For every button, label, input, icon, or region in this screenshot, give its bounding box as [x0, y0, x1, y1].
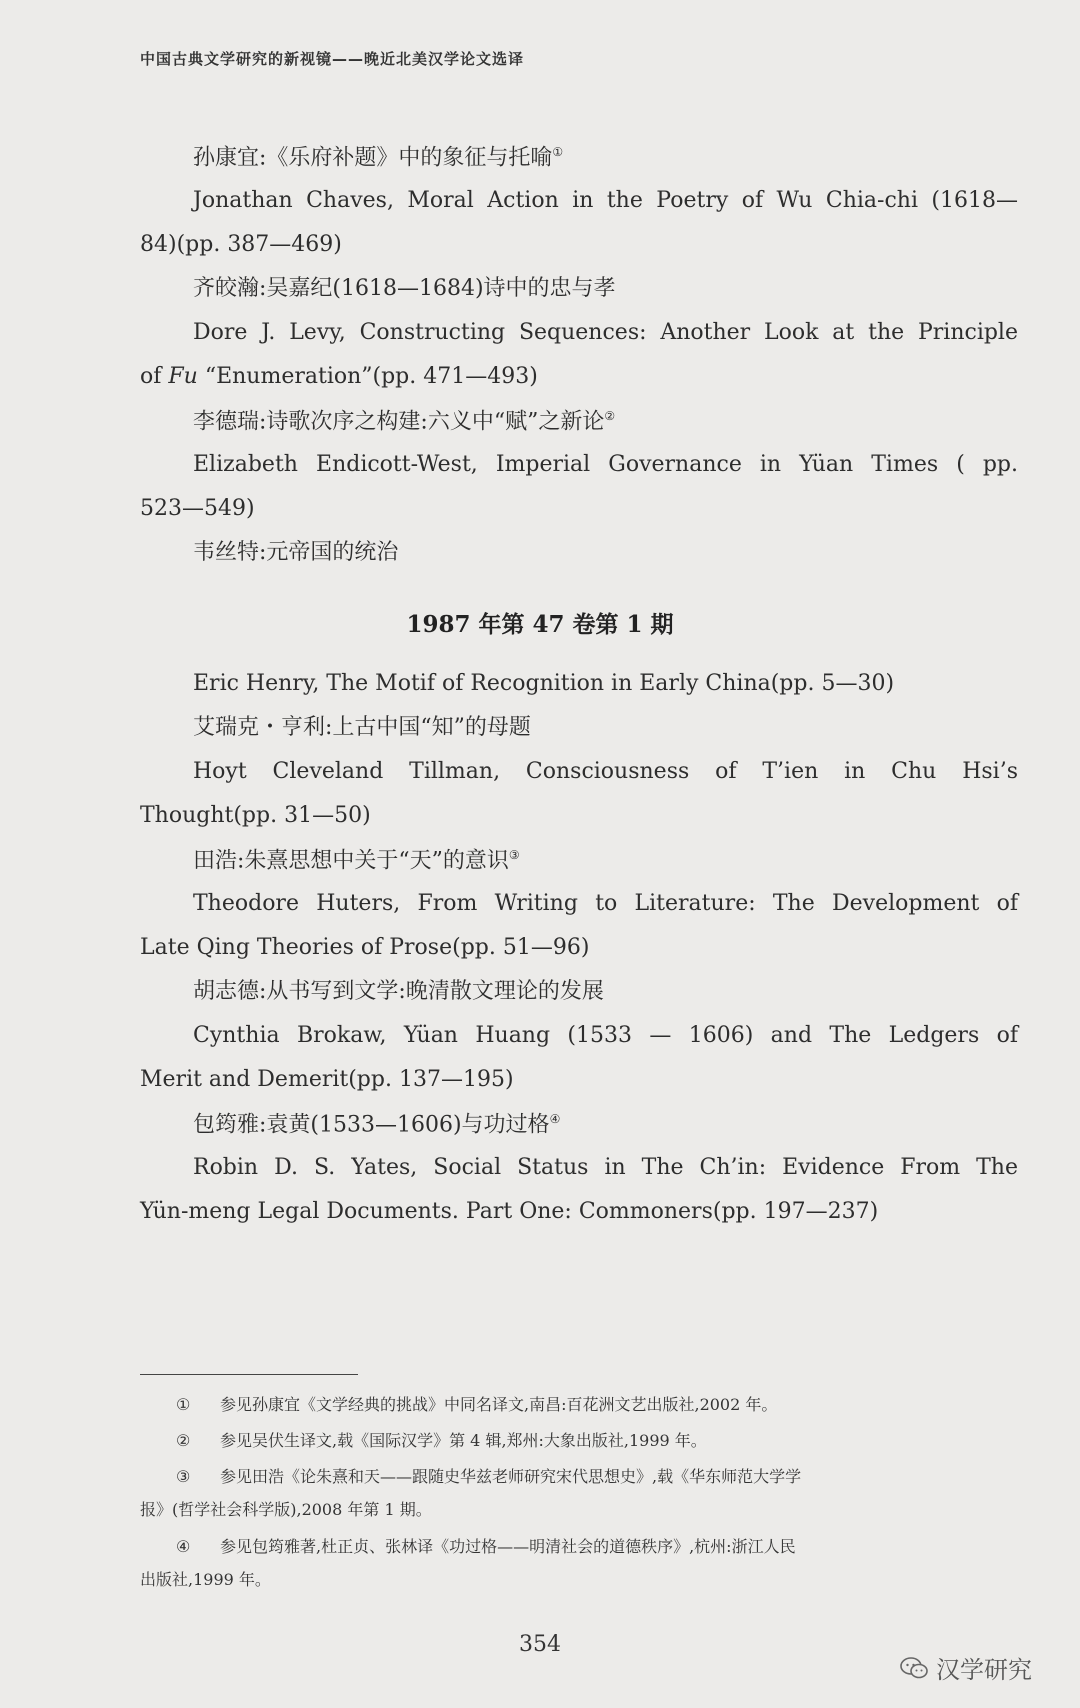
entry-english-title: Robin D. S. Yates, Social Status in The Ch’in: Evidence From The: [193, 1155, 1018, 1180]
running-head: 中国古典文学研究的新视镜——晚近北美汉学论文选译: [140, 50, 525, 68]
entry-english-title: Hoyt Cleveland Tillman, Consciousness of T’ien in Chu Hsi’s: [193, 759, 1018, 784]
footnote: ① 参见孙康宜《文学经典的挑战》中同名译文,南昌:百花洲文艺出版社,2002 年。: [176, 1395, 778, 1414]
entry-english-title: Dore J. Levy, Constructing Sequences: Another Look at the Principle: [193, 320, 1018, 345]
entry-chinese-title: 韦丝特:元帝国的统治: [193, 540, 399, 565]
entry-chinese-title: 李德瑞:诗歌次序之构建:六义中“赋”之新论②: [193, 409, 616, 435]
entry-chinese-title: 孙康宜:《乐府补题》中的象征与托喻①: [193, 145, 564, 171]
footnote-cont: 报》(哲学社会科学版),2008 年第 1 期。: [140, 1500, 432, 1519]
issue-heading: 1987 年第 47 卷第 1 期: [406, 611, 674, 638]
entry-english-title-cont: Merit and Demerit(pp. 137—195): [140, 1067, 514, 1092]
entry-chinese-title: 艾瑞克・亨利:上古中国“知”的母题: [193, 715, 531, 740]
entry-english-title-cont: Yün-meng Legal Documents. Part One: Commoners(pp. 197—237): [140, 1199, 879, 1224]
footnote-marker: ②: [604, 409, 616, 423]
page-number: 354: [519, 1632, 561, 1657]
entry-english-title: Jonathan Chaves, Moral Action in the Poetry of Wu Chia-chi (1618—: [193, 188, 1018, 213]
footnote-cont: 出版社,1999 年。: [140, 1570, 271, 1589]
entry-chinese-title: 胡志德:从书写到文学:晚清散文理论的发展: [193, 979, 604, 1004]
footnote-marker: ①: [552, 145, 564, 159]
entry-english-title: Elizabeth Endicott-West, Imperial Governance in Yüan Times ( pp.: [193, 452, 1018, 477]
entry-english-title-cont: Late Qing Theories of Prose(pp. 51—96): [140, 935, 590, 960]
footnote-marker: ④: [549, 1112, 561, 1126]
footnote-divider: [140, 1374, 358, 1375]
entry-english-title-cont: Thought(pp. 31—50): [140, 803, 371, 828]
footnote: ③ 参见田浩《论朱熹和天——跟随史华兹老师研究宋代思想史》,载《华东师范大学学: [176, 1467, 802, 1486]
entry-english-title-cont: of Fu “Enumeration”(pp. 471—493): [140, 364, 538, 389]
entry-english-title-cont: 84)(pp. 387—469): [140, 232, 342, 257]
entry-english-title: Cynthia Brokaw, Yüan Huang (1533 — 1606) and The Ledgers of: [193, 1023, 1018, 1048]
footnote-marker: ③: [508, 848, 520, 862]
entry-english-title: Eric Henry, The Motif of Recognition in Early China(pp. 5—30): [193, 671, 895, 696]
watermark-text: 汉学研究: [936, 1656, 1032, 1684]
entry-english-title: Theodore Huters, From Writing to Literature: The Development of: [193, 891, 1018, 916]
footnote: ② 参见吴伏生译文,载《国际汉学》第 4 辑,郑州:大象出版社,1999 年。: [176, 1431, 707, 1450]
entry-chinese-title: 田浩:朱熹思想中关于“天”的意识③: [193, 848, 520, 874]
entry-chinese-title: 包筠雅:袁黄(1533—1606)与功过格④: [193, 1112, 561, 1138]
footnote: ④ 参见包筠雅著,杜正贞、张林译《功过格——明清社会的道德秩序》,杭州:浙江人民: [176, 1537, 796, 1556]
watermark: [900, 1650, 1032, 1685]
entry-english-title-cont: 523—549): [140, 496, 255, 521]
wechat-icon: [900, 1656, 928, 1680]
entry-chinese-title: 齐皎瀚:吴嘉纪(1618—1684)诗中的忠与孝: [193, 276, 616, 301]
